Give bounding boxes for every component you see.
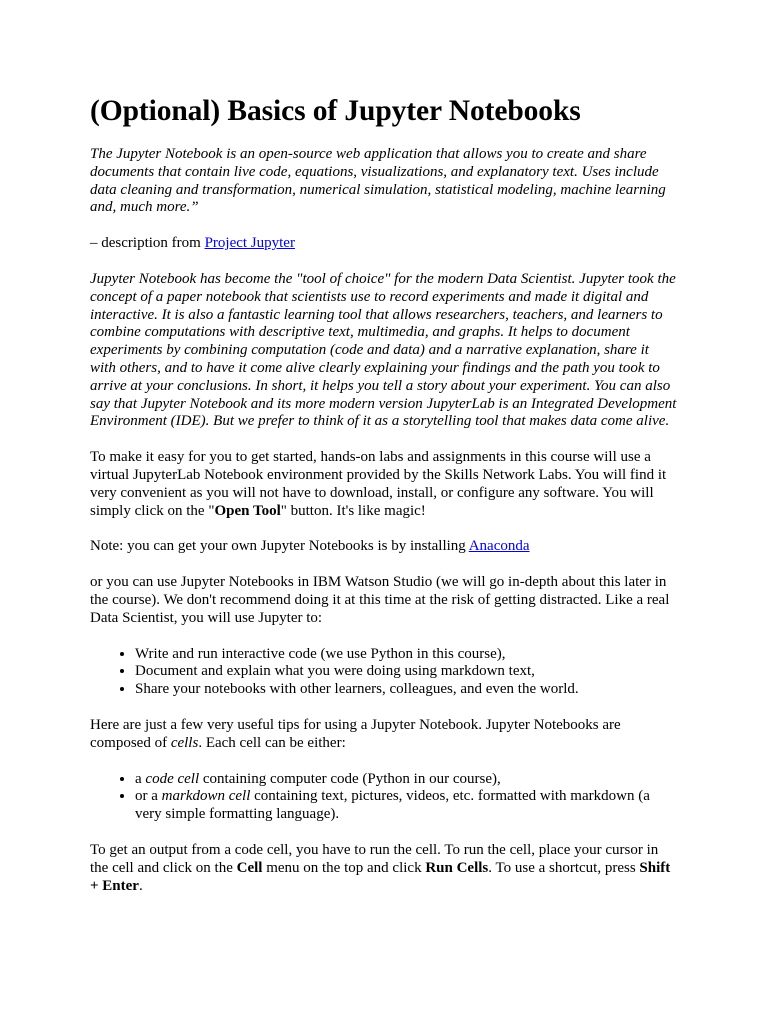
run-text-1: To get an output from a code cell, you have to run the cell. To run the cell, place your cursor in the cell and click on the [90, 841, 659, 876]
tool-of-choice-paragraph: Jupyter Notebook has become the "tool of choice" for the modern Data Scientist. Jupyter took the concept of a paper notebook that scientists use to record experiments and made it digital and interactive. It is also a fantastic learning tool that allows researchers, teachers, and learners to combine computations with descriptive text, multimedia, and graphs. It helps to document experiments by combining computation (code and data) and a narrative explanation, share it with others, and to have it come alive clearly explaining your findings and the path you took to arrive at your conclusions. In short, it helps you tell a story about your experiment. You can also say that Jupyter Notebook and its more modern version JupyterLab is an Integrated Development Environment (IDE). But we prefer to think of it as a storytelling tool that makes data come alive. [90, 270, 677, 430]
cell-menu-label: Cell [236, 859, 263, 876]
run-text-2: menu on the top and click [262, 859, 426, 876]
list-item: • Document and explain what you were doing using markdown text, [135, 663, 678, 681]
cell-type-desc: containing computer code (Python in our course), [199, 770, 501, 787]
labs-text-before: To make it easy for you to get started, hands-on labs and assignments in this course will use a virtual JupyterLab Notebook environment provided by the Skills Network Labs. You will find it very convenient as you will not have to download, install, or configure any software. You will simply click on the " [90, 449, 667, 519]
open-tool-label: Open Tool [214, 502, 281, 519]
tips-text-before: Here are just a few very useful tips for using a Jupyter Notebook. Jupyter Notebooks are composed of [90, 716, 621, 751]
attribution-prefix: – description from [90, 235, 205, 252]
list-item [135, 771, 678, 789]
markdown-cell-term: markdown cell [161, 788, 251, 805]
run-cells-label: Run Cells [425, 859, 489, 876]
anaconda-note [90, 538, 678, 556]
labs-text-after: " button. It's like magic! [280, 502, 426, 519]
cell-type-prefix: a [135, 770, 146, 787]
list-item: • Share your notebooks with other learners, colleagues, and even the world. [135, 681, 678, 699]
cell-type-desc: containing text, pictures, videos, etc. formatted with markdown (a very simple formatting language). [135, 788, 650, 823]
list-item [135, 788, 678, 824]
tips-paragraph [90, 717, 678, 753]
uses-list [90, 646, 678, 699]
tips-text-after: . Each cell can be either: [198, 734, 346, 751]
list-item: • Write and run interactive code (we use Python in this course), [135, 646, 678, 664]
run-cell-paragraph [90, 842, 678, 895]
code-cell-term: code cell [145, 770, 200, 787]
anaconda-link[interactable]: Anaconda [468, 538, 530, 555]
run-text-4: . [138, 877, 143, 894]
attribution [90, 235, 678, 253]
page-title: (Optional) Basics of Jupyter Notebooks [90, 95, 581, 127]
shortcut-label: Shift + Enter [90, 859, 671, 894]
cells-term: cells [170, 734, 199, 751]
intro-quote: The Jupyter Notebook is an open-source web application that allows you to create and share documents that contain live code, equations, visualizations, and explanatory text. Uses include data cleaning and transformation, numerical simulation, statistical modeling, machine learning and, much more.” [90, 146, 666, 216]
cell-types-list [90, 771, 678, 824]
labs-paragraph [90, 449, 678, 520]
cell-type-prefix: or a [135, 788, 162, 805]
run-text-3: . To use a shortcut, press [488, 859, 640, 876]
watson-paragraph: or you can use Jupyter Notebooks in IBM Watson Studio (we will go in-depth about this later in the course). We don't recommend doing it at this time at the risk of getting distracted. Like a real Data Scientist, you will use Jupyter to: [90, 574, 670, 626]
project-jupyter-link[interactable]: Project Jupyter [204, 235, 295, 252]
note-text: Note: you can get your own Jupyter Notebooks is by installing [90, 538, 469, 555]
